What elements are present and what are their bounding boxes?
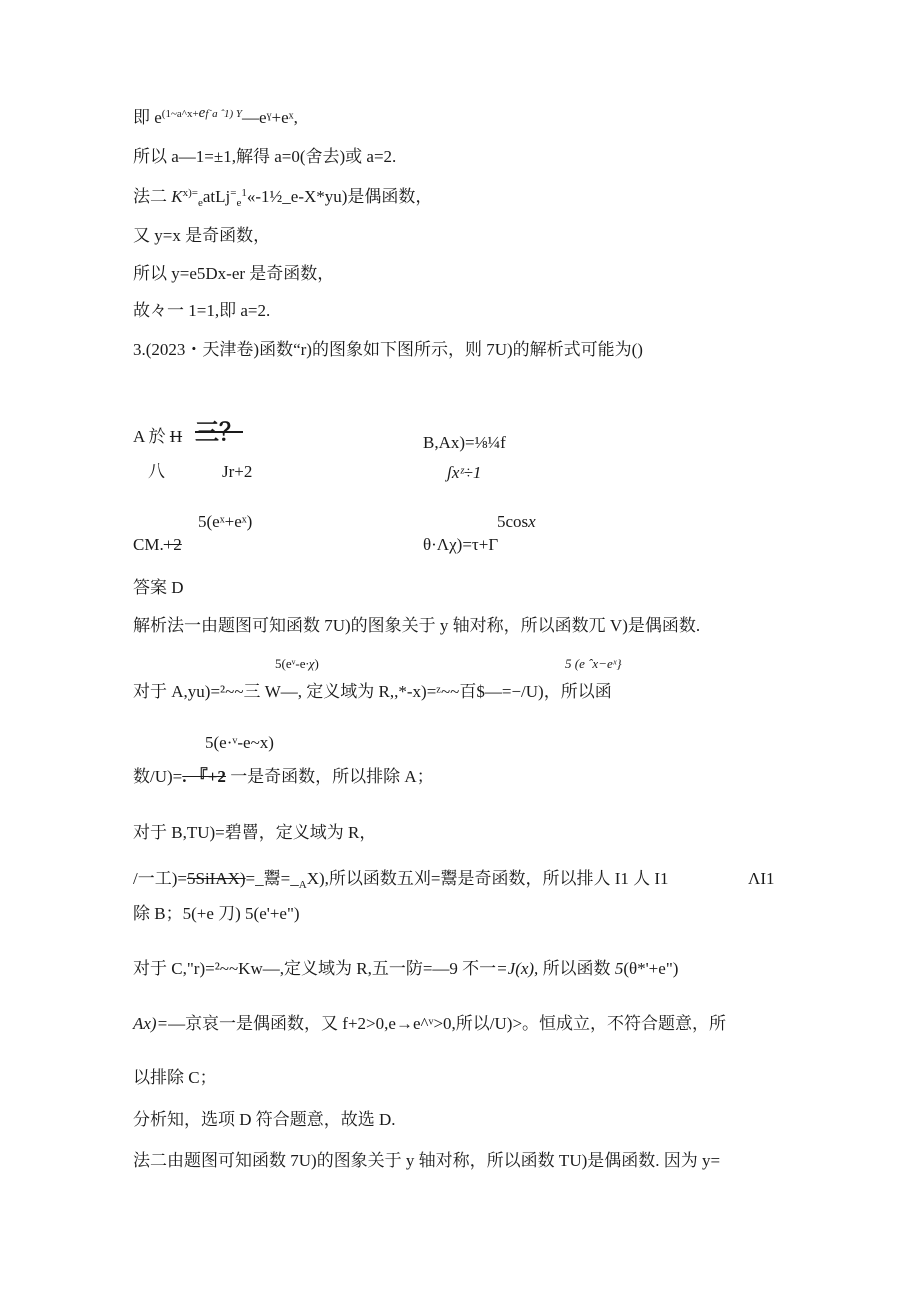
line1-superscript: (1~a^x+ef˙a ˆ1) Y [161,105,243,121]
option-b: B,Ax)=⅛¼f [423,433,506,452]
analysis-b-2-end: ΛI1 [748,869,775,888]
analysis-c-3: 以排除 C； [133,1068,217,1087]
option-c-denominator: +2 [163,535,182,554]
analysis-c-2: Ax)=—京哀一是偶函数，又 f+2>0,e→e^ᵛ>0,所以/U)>。恒成立，不符合题意，所 [133,1014,727,1033]
analysis-a: 对于 A,yu)=²~~三 W—, 定义域为 R,,*-x)=ᶻ~~百$—=−/U)，所以函 [133,682,612,701]
option-a-denominator-left: 八 [148,462,165,481]
analysis-b-2: /一工)=5SiIAX)=_鬻$=\__AX$),所以函数五刈=鬻是奇函数，所以排人 I1 人 I1 [133,869,669,891]
analysis-b-3: 除 B；5(+e 刀) 5(e'+e") [133,904,300,923]
line1-main: 即 e [133,108,162,127]
fraction-numerator-3: 5(e·ᵛ-e~x) [205,733,274,752]
struck-fraction: . 『+2 [182,767,226,786]
conclusion: 分析知，选项 D 符合题意，故选 D. [133,1110,396,1129]
text-line-6: 故々一 1=1,即 a=2. [133,301,271,320]
question-3: 3.(2023・天津卷)函数“r)的图象如下图所示，则 7U)的解析式可能为() [133,340,643,359]
struck-sin-expression: 5SiIAX) [186,869,246,888]
text-line-2: 所以 a—1=±1,解得 a=0(舍去)或 a=2. [133,147,397,166]
fraction-numerator-1: 5(eᵛ-e·χ) [275,656,319,671]
option-a-struck: H [169,427,183,446]
option-c-numerator: 5(eˣ+eˣ) [198,512,253,531]
fraction-numerator-2: 5 (e ˆx−eˣ} [565,656,622,671]
analysis-b-1: 对于 B,TU)=碧罾，定义域为 R， [133,823,377,842]
line1-rest: —eˠ+eˣ, [242,108,298,127]
option-c [133,535,182,555]
option-d: θ·Λχ)=τ+Γ [423,535,499,554]
text-line-1 [133,105,298,128]
answer: 答案 D [133,578,184,597]
option-d-numerator: 5cosx [497,512,536,531]
option-a-denominator: Jr+2 [222,462,253,481]
analysis-c-1: 对于 C,"r)=²~~Kw—,定义域为 R,五一防=—9 不一=J(x), 所以函数 5(θ*'+e") [133,959,679,978]
method-2: 法二由题图可知函数 7U)的图象关于 y 轴对称，所以函数 TU)是偶函数. 因为 y= [133,1151,721,1170]
option-c-label: CM. [133,535,164,554]
analysis-line-1: 解析法一由题图可知函数 7U)的图象关于 y 轴对称，所以函数兀 V)是偶函数. [133,616,701,635]
text-line-5: 所以 y=e5Dx-er 是奇函数， [133,264,335,283]
option-a [133,427,182,447]
text-line-3: 法二 $K^{x)=}_eatLj^=_e^1«-1\frac{1}{2}\_e-X*yu$)是偶函数， [133,187,433,209]
option-a-handwriting: 三？ [195,418,243,446]
option-a-label: A 於 [133,427,170,446]
text-line-4: 又 y=x 是奇函数， [133,226,271,245]
analysis-a-2: 数/U)=. 『+2 一是奇函数，所以排除 A； [133,767,434,786]
option-b-denominator: ʃxᶻ÷1 [447,463,482,482]
